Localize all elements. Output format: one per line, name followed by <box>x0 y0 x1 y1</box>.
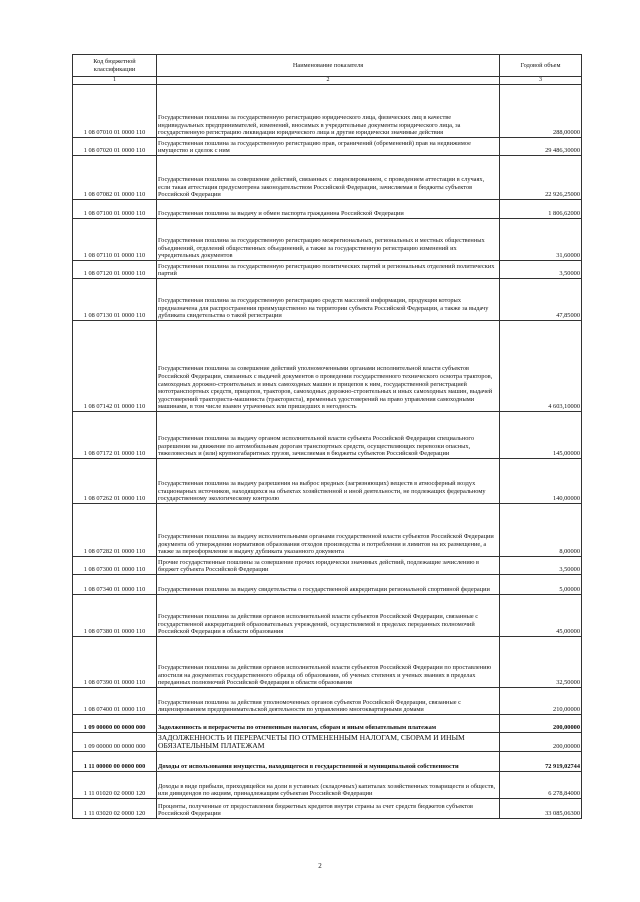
row-code: 1 08 07130 01 0000 110 <box>73 279 157 321</box>
row-name: Государственная пошлина за совершение действий, связанных с лицензированием, с проведением аттестации в случаях, если такая аттестация предусмотрена законодательством Российской Федерации, зачисляемая в бюджеты субъектов Российской Федерации <box>157 156 500 200</box>
row-name: Государственная пошлина за совершение действий уполномоченными органами исполнительной власти субъектов Российской Федерации, связанных с выдачей документов о проведении государственного технического осмотра тракторов, самоходных дорожно-строительных и иных самоходных машин и прицепов к ним, государственной регистрацией мототранспортных средств, прицепов, тракторов, самоходных дорожно-строительных и иных самоходных машин, выдачей удостоверений тракториста-машиниста (тракториста), временных удостоверений на право управления самоходными машинами, в том числе взамен утраченных или пришедших в негодность <box>157 321 500 412</box>
row-name: Государственная пошлина за государственную регистрацию средств массовой информации, продукция которых предназначена для распространения преимущественно на территории субъекта Российской Федерации, а также за выдачу дубликата свидетельства о такой регистрации <box>157 279 500 321</box>
table-row <box>73 459 582 504</box>
column-number-2: 2 <box>157 77 500 85</box>
row-name: Проценты, полученные от предоставления бюджетных кредитов внутри страны за счет средств бюджетов субъектов Российской Федерации <box>157 799 500 819</box>
row-code: 1 08 07110 01 0000 110 <box>73 219 157 261</box>
row-value: 145,00000 <box>500 412 582 459</box>
row-code: 1 08 07282 01 0000 110 <box>73 504 157 557</box>
row-name: Государственная пошлина за государственную регистрацию межрегиональных, региональных и местных общественных объединений, отделений общественных объединений, а также за государственную регистрацию изменений их учредительных документов <box>157 219 500 261</box>
row-code: 1 08 07400 01 0000 110 <box>73 688 157 715</box>
row-value: 45,00000 <box>500 595 582 637</box>
row-code: 1 08 07262 01 0000 110 <box>73 459 157 504</box>
row-value: 22 926,25000 <box>500 156 582 200</box>
row-name: Государственная пошлина за выдачу органом исполнительной власти субъекта Российской Федерации специального разрешения на движение по автомобильным дорогам транспортных средств, осуществляющих перевозки опасных, тяжеловесных и (или) крупногабаритных грузов, зачисляемая в бюджеты субъектов Российской Федерации <box>157 412 500 459</box>
row-code: 1 09 00000 00 0000 000 <box>73 715 157 733</box>
row-name: Государственная пошлина за выдачу разрешения на выброс вредных (загрязняющих) веществ в атмосферный воздух стационарных источников, находящихся на объектах хозяйственной и иной деятельности, не подлежащих федеральному государственному экологическому контролю <box>157 459 500 504</box>
table-row <box>73 637 582 688</box>
table-row <box>73 219 582 261</box>
row-name: Государственная пошлина за действия уполномоченных органов субъектов Российской Федерации, связанные с лицензированием предпринимательской деятельности по управлению многоквартирными домами <box>157 688 500 715</box>
row-value: 210,00000 <box>500 688 582 715</box>
row-name: Государственная пошлина за государственную регистрацию юридического лица, физических лиц в качестве индивидуальных предпринимателей, изменений, вносимых в учредительные документы юридического лица, за государственную регистрацию ликвидации юридического лица и другие юридически значимые действия <box>157 85 500 138</box>
header-row <box>73 55 582 77</box>
column-number-3: 3 <box>500 77 582 85</box>
table-row <box>73 688 582 715</box>
table-row <box>73 715 582 733</box>
row-code: 1 08 07082 01 0000 110 <box>73 156 157 200</box>
row-value: 4 603,10000 <box>500 321 582 412</box>
table-row <box>73 575 582 595</box>
row-value: 200,00000 <box>500 733 582 752</box>
table-row <box>73 279 582 321</box>
table-row <box>73 138 582 156</box>
table-row <box>73 733 582 752</box>
header-name: Наименование показателя <box>157 55 500 77</box>
row-name: Государственная пошлина за действия органов исполнительной власти субъектов Российской Федерации по проставлению апостиля на документах государственного образца об образовании, об ученых степенях и ученых званиях в пределах переданных полномочий Российской Федерации в области образования <box>157 637 500 688</box>
table-row <box>73 752 582 772</box>
row-code: 1 08 07020 01 0000 110 <box>73 138 157 156</box>
row-code: 1 08 07010 01 0000 110 <box>73 85 157 138</box>
row-name: Государственная пошлина за государственную регистрацию политических партий и региональных отделений политических партий <box>157 261 500 279</box>
row-name: Доходы от использования имущества, находящегося в государственной и муниципальной собственности <box>157 752 500 772</box>
row-code: 1 08 07390 01 0000 110 <box>73 637 157 688</box>
row-value: 31,60000 <box>500 219 582 261</box>
row-code: 1 08 07142 01 0000 110 <box>73 321 157 412</box>
row-name: Государственная пошлина за действия органов исполнительной власти субъектов Российской Федерации, связанные с государственной аккредитацией образовательных учреждений, осуществляемой в пределах переданных полномочий Российской Федерации в области образования <box>157 595 500 637</box>
row-value: 32,50000 <box>500 637 582 688</box>
row-code: 1 08 07100 01 0000 110 <box>73 200 157 219</box>
row-value: 6 278,84000 <box>500 772 582 799</box>
row-value: 3,50000 <box>500 261 582 279</box>
row-value: 47,85000 <box>500 279 582 321</box>
row-value: 3,50000 <box>500 557 582 575</box>
row-value: 8,00000 <box>500 504 582 557</box>
row-name: Государственная пошлина за выдачу исполнительными органами государственной власти субъектов Российской Федерации документа об утверждении нормативов образования отходов производства и потребления и лимитов на их размещение, а также за переоформление и выдачу дубликата указанного документа <box>157 504 500 557</box>
row-value: 33 085,06300 <box>500 799 582 819</box>
table-row <box>73 85 582 138</box>
table-row <box>73 772 582 799</box>
row-value: 1 806,62000 <box>500 200 582 219</box>
row-name: Задолженность и перерасчеты по отмененным налогам, сборам и иным обязательным платежам <box>157 715 500 733</box>
page-number: 2 <box>318 862 322 870</box>
table-row <box>73 200 582 219</box>
row-code: 1 11 00000 00 0000 000 <box>73 752 157 772</box>
column-number-row <box>73 77 582 85</box>
table-row <box>73 799 582 819</box>
table-row <box>73 504 582 557</box>
row-code: 1 08 07340 01 0000 110 <box>73 575 157 595</box>
table-row <box>73 557 582 575</box>
row-code: 1 08 07380 01 0000 110 <box>73 595 157 637</box>
table-row <box>73 156 582 200</box>
table-row <box>73 261 582 279</box>
header-value: Годовой объем <box>500 55 582 77</box>
budget-table <box>72 54 582 819</box>
row-name: Доходы в виде прибыли, приходящейся на доли в уставных (складочных) капиталах хозяйственных товариществ и обществ, или дивидендов по акциям, принадлежащим субъектам Российской Федерации <box>157 772 500 799</box>
row-name: ЗАДОЛЖЕННОСТЬ И ПЕРЕРАСЧЕТЫ ПО ОТМЕНЕННЫМ НАЛОГАМ, СБОРАМ И ИНЫМ ОБЯЗАТЕЛЬНЫМ ПЛАТЕЖАМ <box>157 733 500 752</box>
table-row <box>73 595 582 637</box>
row-name: Государственная пошлина за выдачу и обмен паспорта гражданина Российской Федерации <box>157 200 500 219</box>
row-code: 1 08 07300 01 0000 110 <box>73 557 157 575</box>
row-name: Прочие государственные пошлины за совершение прочих юридически значимых действий, подлежащие зачислению в бюджет субъекта Российской Федерации <box>157 557 500 575</box>
row-value: 29 486,30000 <box>500 138 582 156</box>
row-code: 1 08 07172 01 0000 110 <box>73 412 157 459</box>
row-value: 5,00000 <box>500 575 582 595</box>
row-value: 288,00000 <box>500 85 582 138</box>
header-code: Код бюджетной классификации <box>73 55 157 77</box>
table-row <box>73 321 582 412</box>
row-name: Государственная пошлина за выдачу свидетельства о государственной аккредитации региональной спортивной федерации <box>157 575 500 595</box>
row-value: 72 919,02744 <box>500 752 582 772</box>
row-code: 1 11 01020 02 0000 120 <box>73 772 157 799</box>
row-name: Государственная пошлина за государственную регистрацию прав, ограничений (обременений) прав на недвижимое имущество и сделок с ним <box>157 138 500 156</box>
row-code: 1 11 03020 02 0000 120 <box>73 799 157 819</box>
row-value: 140,00000 <box>500 459 582 504</box>
row-code: 1 08 07120 01 0000 110 <box>73 261 157 279</box>
row-value: 200,00000 <box>500 715 582 733</box>
table-row <box>73 412 582 459</box>
column-number-1: 1 <box>73 77 157 85</box>
row-code: 1 09 00000 00 0000 000 <box>73 733 157 752</box>
